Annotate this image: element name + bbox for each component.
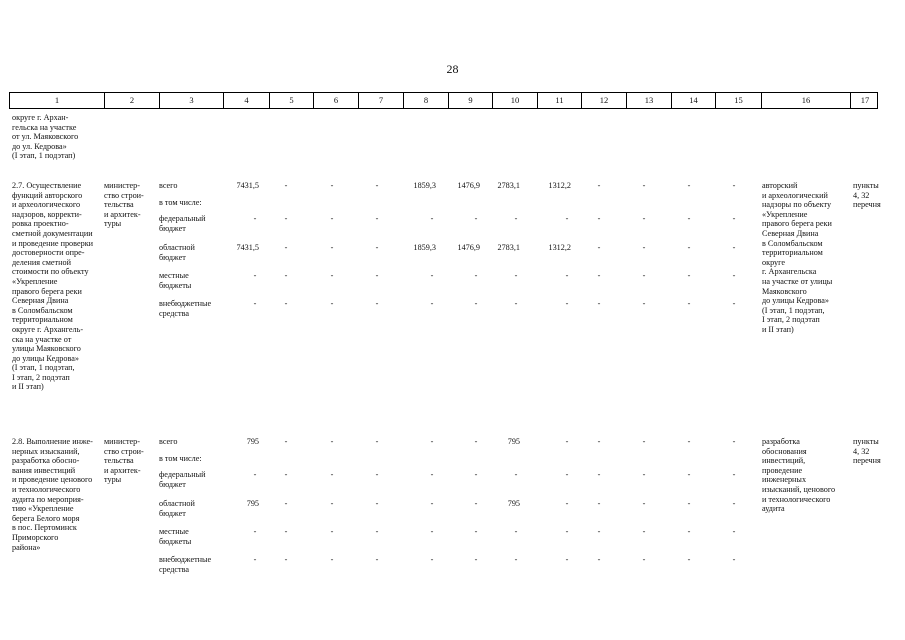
dash-cell: -	[430, 437, 434, 446]
dash-cell: -	[253, 299, 257, 308]
dash-cell: -	[732, 499, 736, 508]
dash-cell: -	[253, 271, 257, 280]
header-cell-10: 10	[492, 93, 537, 108]
dash-cell: -	[732, 437, 736, 446]
dash-cell: -	[565, 271, 569, 280]
dash-cell: -	[597, 437, 601, 446]
dash-cell: -	[642, 527, 646, 536]
dash-cell: -	[284, 214, 288, 223]
value-cell: 1859,3	[413, 181, 436, 190]
dash-cell: -	[284, 555, 288, 564]
dash-cell: -	[642, 214, 646, 223]
page-number: 28	[446, 62, 459, 76]
row-label: местные бюджеты	[159, 271, 192, 290]
dash-cell: -	[642, 555, 646, 564]
dash-cell: -	[474, 499, 478, 508]
dash-cell: -	[330, 181, 334, 190]
dash-cell: -	[375, 437, 379, 446]
header-cell-2: 2	[104, 93, 159, 108]
item-2-7-result: авторский и археологический надзоры по объекту «Укрепление правого берега реки Северная Двина в Соломбальском территориальном округе г. Архангельска на участке от улицы Маяковского до улицы Кедрова» (I этап, 1 подэтап, I этап, 2 подэтап и II этап)	[762, 181, 833, 334]
dash-cell: -	[430, 214, 434, 223]
dash-cell: -	[565, 437, 569, 446]
value-cell: 1476,9	[457, 243, 480, 252]
dash-cell: -	[514, 527, 518, 536]
dash-cell: -	[330, 271, 334, 280]
dash-cell: -	[330, 214, 334, 223]
dash-cell: -	[565, 555, 569, 564]
value-cell: 1859,3	[413, 243, 436, 252]
header-cell-15: 15	[715, 93, 761, 108]
header-cell-16: 16	[761, 93, 850, 108]
table-header	[9, 92, 878, 109]
row-label: внебюджетные средства	[159, 555, 212, 574]
dash-cell: -	[732, 527, 736, 536]
dash-cell: -	[375, 470, 379, 479]
dash-cell: -	[474, 271, 478, 280]
row-label: в том числе:	[159, 454, 202, 463]
continuation-text: округе г. Архан- гельска на участке от ул. Маяковского до ул. Кедрова» (I этап, 1 подэтап)	[12, 113, 79, 161]
dash-cell: -	[284, 271, 288, 280]
dash-cell: -	[330, 527, 334, 536]
value-cell: 1476,9	[457, 181, 480, 190]
dash-cell: -	[732, 470, 736, 479]
dash-cell: -	[375, 214, 379, 223]
header-cell-7: 7	[358, 93, 403, 108]
dash-cell: -	[687, 214, 691, 223]
row-label: местные бюджеты	[159, 527, 192, 546]
header-cell-8: 8	[403, 93, 448, 108]
header-cell-3: 3	[159, 93, 223, 108]
dash-cell: -	[375, 527, 379, 536]
dash-cell: -	[597, 470, 601, 479]
dash-cell: -	[687, 437, 691, 446]
dash-cell: -	[430, 555, 434, 564]
dash-cell: -	[565, 214, 569, 223]
value-cell: 795	[507, 499, 520, 508]
dash-cell: -	[430, 527, 434, 536]
dash-cell: -	[514, 299, 518, 308]
item-2-8-result: разработка обоснования инвестиций, проведение инженерных изысканий, ценового и технологического аудита	[762, 437, 836, 514]
header-cell-14: 14	[671, 93, 715, 108]
dash-cell: -	[375, 271, 379, 280]
dash-cell: -	[474, 470, 478, 479]
dash-cell: -	[284, 243, 288, 252]
dash-cell: -	[330, 243, 334, 252]
header-cell-12: 12	[581, 93, 626, 108]
dash-cell: -	[284, 470, 288, 479]
dash-cell: -	[330, 470, 334, 479]
dash-cell: -	[253, 527, 257, 536]
dash-cell: -	[732, 271, 736, 280]
header-cell-9: 9	[448, 93, 492, 108]
dash-cell: -	[687, 271, 691, 280]
dash-cell: -	[284, 527, 288, 536]
dash-cell: -	[642, 299, 646, 308]
row-label: федеральный бюджет	[159, 470, 206, 489]
dash-cell: -	[565, 299, 569, 308]
dash-cell: -	[597, 527, 601, 536]
header-cell-13: 13	[626, 93, 671, 108]
dash-cell: -	[284, 181, 288, 190]
dash-cell: -	[375, 181, 379, 190]
dash-cell: -	[474, 299, 478, 308]
dash-cell: -	[430, 470, 434, 479]
dash-cell: -	[253, 555, 257, 564]
dash-cell: -	[474, 214, 478, 223]
dash-cell: -	[687, 470, 691, 479]
dash-cell: -	[284, 299, 288, 308]
dash-cell: -	[687, 243, 691, 252]
dash-cell: -	[330, 499, 334, 508]
item-2-8-title: 2.8. Выполнение инже- нерных изысканий, разработка обосно- вания инвестиций и проведение ценового и технологического аудита по мероприя- тию «Укрепление берега Белого моря в пос. Пертоминск Приморского района»	[12, 437, 93, 552]
row-label: областной бюджет	[159, 243, 195, 262]
dash-cell: -	[474, 437, 478, 446]
dash-cell: -	[732, 555, 736, 564]
value-cell: 7431,5	[236, 243, 259, 252]
row-label: областной бюджет	[159, 499, 195, 518]
dash-cell: -	[687, 299, 691, 308]
dash-cell: -	[375, 299, 379, 308]
dash-cell: -	[375, 243, 379, 252]
row-label: в том числе:	[159, 198, 202, 207]
dash-cell: -	[430, 499, 434, 508]
dash-cell: -	[732, 214, 736, 223]
header-cell-11: 11	[537, 93, 581, 108]
item-2-7-title: 2.7. Осуществление функций авторского и археологического надзоров, корректи- ровка проектно- сметной документации и проведение проверки достоверности опре- деления сметной стоимости по объекту «Укрепление правого берега реки Северная Двина в Соломбальском территориальном округе г. Архангель- ска на участке от улицы Маяковского до улицы Кедрова» (I этап, 1 подэтап, I этап, 2 подэтап и II этап)	[12, 181, 94, 392]
dash-cell: -	[597, 555, 601, 564]
value-cell: 1312,2	[548, 181, 571, 190]
header-cell-5: 5	[269, 93, 313, 108]
dash-cell: -	[514, 470, 518, 479]
dash-cell: -	[330, 299, 334, 308]
item-2-7-executor: министер- ство строи- тельства и архитек- туры	[104, 181, 144, 229]
dash-cell: -	[284, 437, 288, 446]
dash-cell: -	[597, 214, 601, 223]
dash-cell: -	[430, 271, 434, 280]
dash-cell: -	[284, 499, 288, 508]
dash-cell: -	[642, 243, 646, 252]
dash-cell: -	[597, 181, 601, 190]
dash-cell: -	[565, 499, 569, 508]
dash-cell: -	[514, 271, 518, 280]
value-cell: 2783,1	[497, 243, 520, 252]
row-label: всего	[159, 181, 178, 190]
value-cell: 795	[246, 437, 259, 446]
header-cell-4: 4	[223, 93, 269, 108]
dash-cell: -	[375, 555, 379, 564]
dash-cell: -	[732, 243, 736, 252]
value-cell: 7431,5	[236, 181, 259, 190]
dash-cell: -	[330, 437, 334, 446]
header-cell-6: 6	[313, 93, 358, 108]
dash-cell: -	[514, 214, 518, 223]
header-cell-17: 17	[850, 93, 879, 108]
value-cell: 2783,1	[497, 181, 520, 190]
dash-cell: -	[565, 470, 569, 479]
dash-cell: -	[474, 527, 478, 536]
dash-cell: -	[642, 271, 646, 280]
dash-cell: -	[642, 437, 646, 446]
dash-cell: -	[687, 181, 691, 190]
dash-cell: -	[430, 299, 434, 308]
dash-cell: -	[687, 555, 691, 564]
dash-cell: -	[597, 271, 601, 280]
dash-cell: -	[732, 181, 736, 190]
header-cell-1: 1	[54, 95, 60, 105]
row-label: внебюджетные средства	[159, 299, 212, 318]
item-2-7-reference: пункты 4, 32 перечня	[853, 181, 881, 210]
dash-cell: -	[597, 243, 601, 252]
item-2-8-reference: пункты 4, 32 перечня	[853, 437, 881, 466]
dash-cell: -	[253, 470, 257, 479]
dash-cell: -	[597, 499, 601, 508]
dash-cell: -	[375, 499, 379, 508]
dash-cell: -	[687, 527, 691, 536]
dash-cell: -	[597, 299, 601, 308]
dash-cell: -	[732, 299, 736, 308]
dash-cell: -	[474, 555, 478, 564]
value-cell: 795	[507, 437, 520, 446]
dash-cell: -	[253, 214, 257, 223]
dash-cell: -	[687, 499, 691, 508]
dash-cell: -	[642, 499, 646, 508]
dash-cell: -	[514, 555, 518, 564]
dash-cell: -	[642, 181, 646, 190]
dash-cell: -	[330, 555, 334, 564]
row-label: федеральный бюджет	[159, 214, 206, 233]
value-cell: 795	[246, 499, 259, 508]
value-cell: 1312,2	[548, 243, 571, 252]
dash-cell: -	[642, 470, 646, 479]
row-label: всего	[159, 437, 178, 446]
dash-cell: -	[565, 527, 569, 536]
item-2-8-executor: министер- ство строи- тельства и архитек- туры	[104, 437, 144, 485]
